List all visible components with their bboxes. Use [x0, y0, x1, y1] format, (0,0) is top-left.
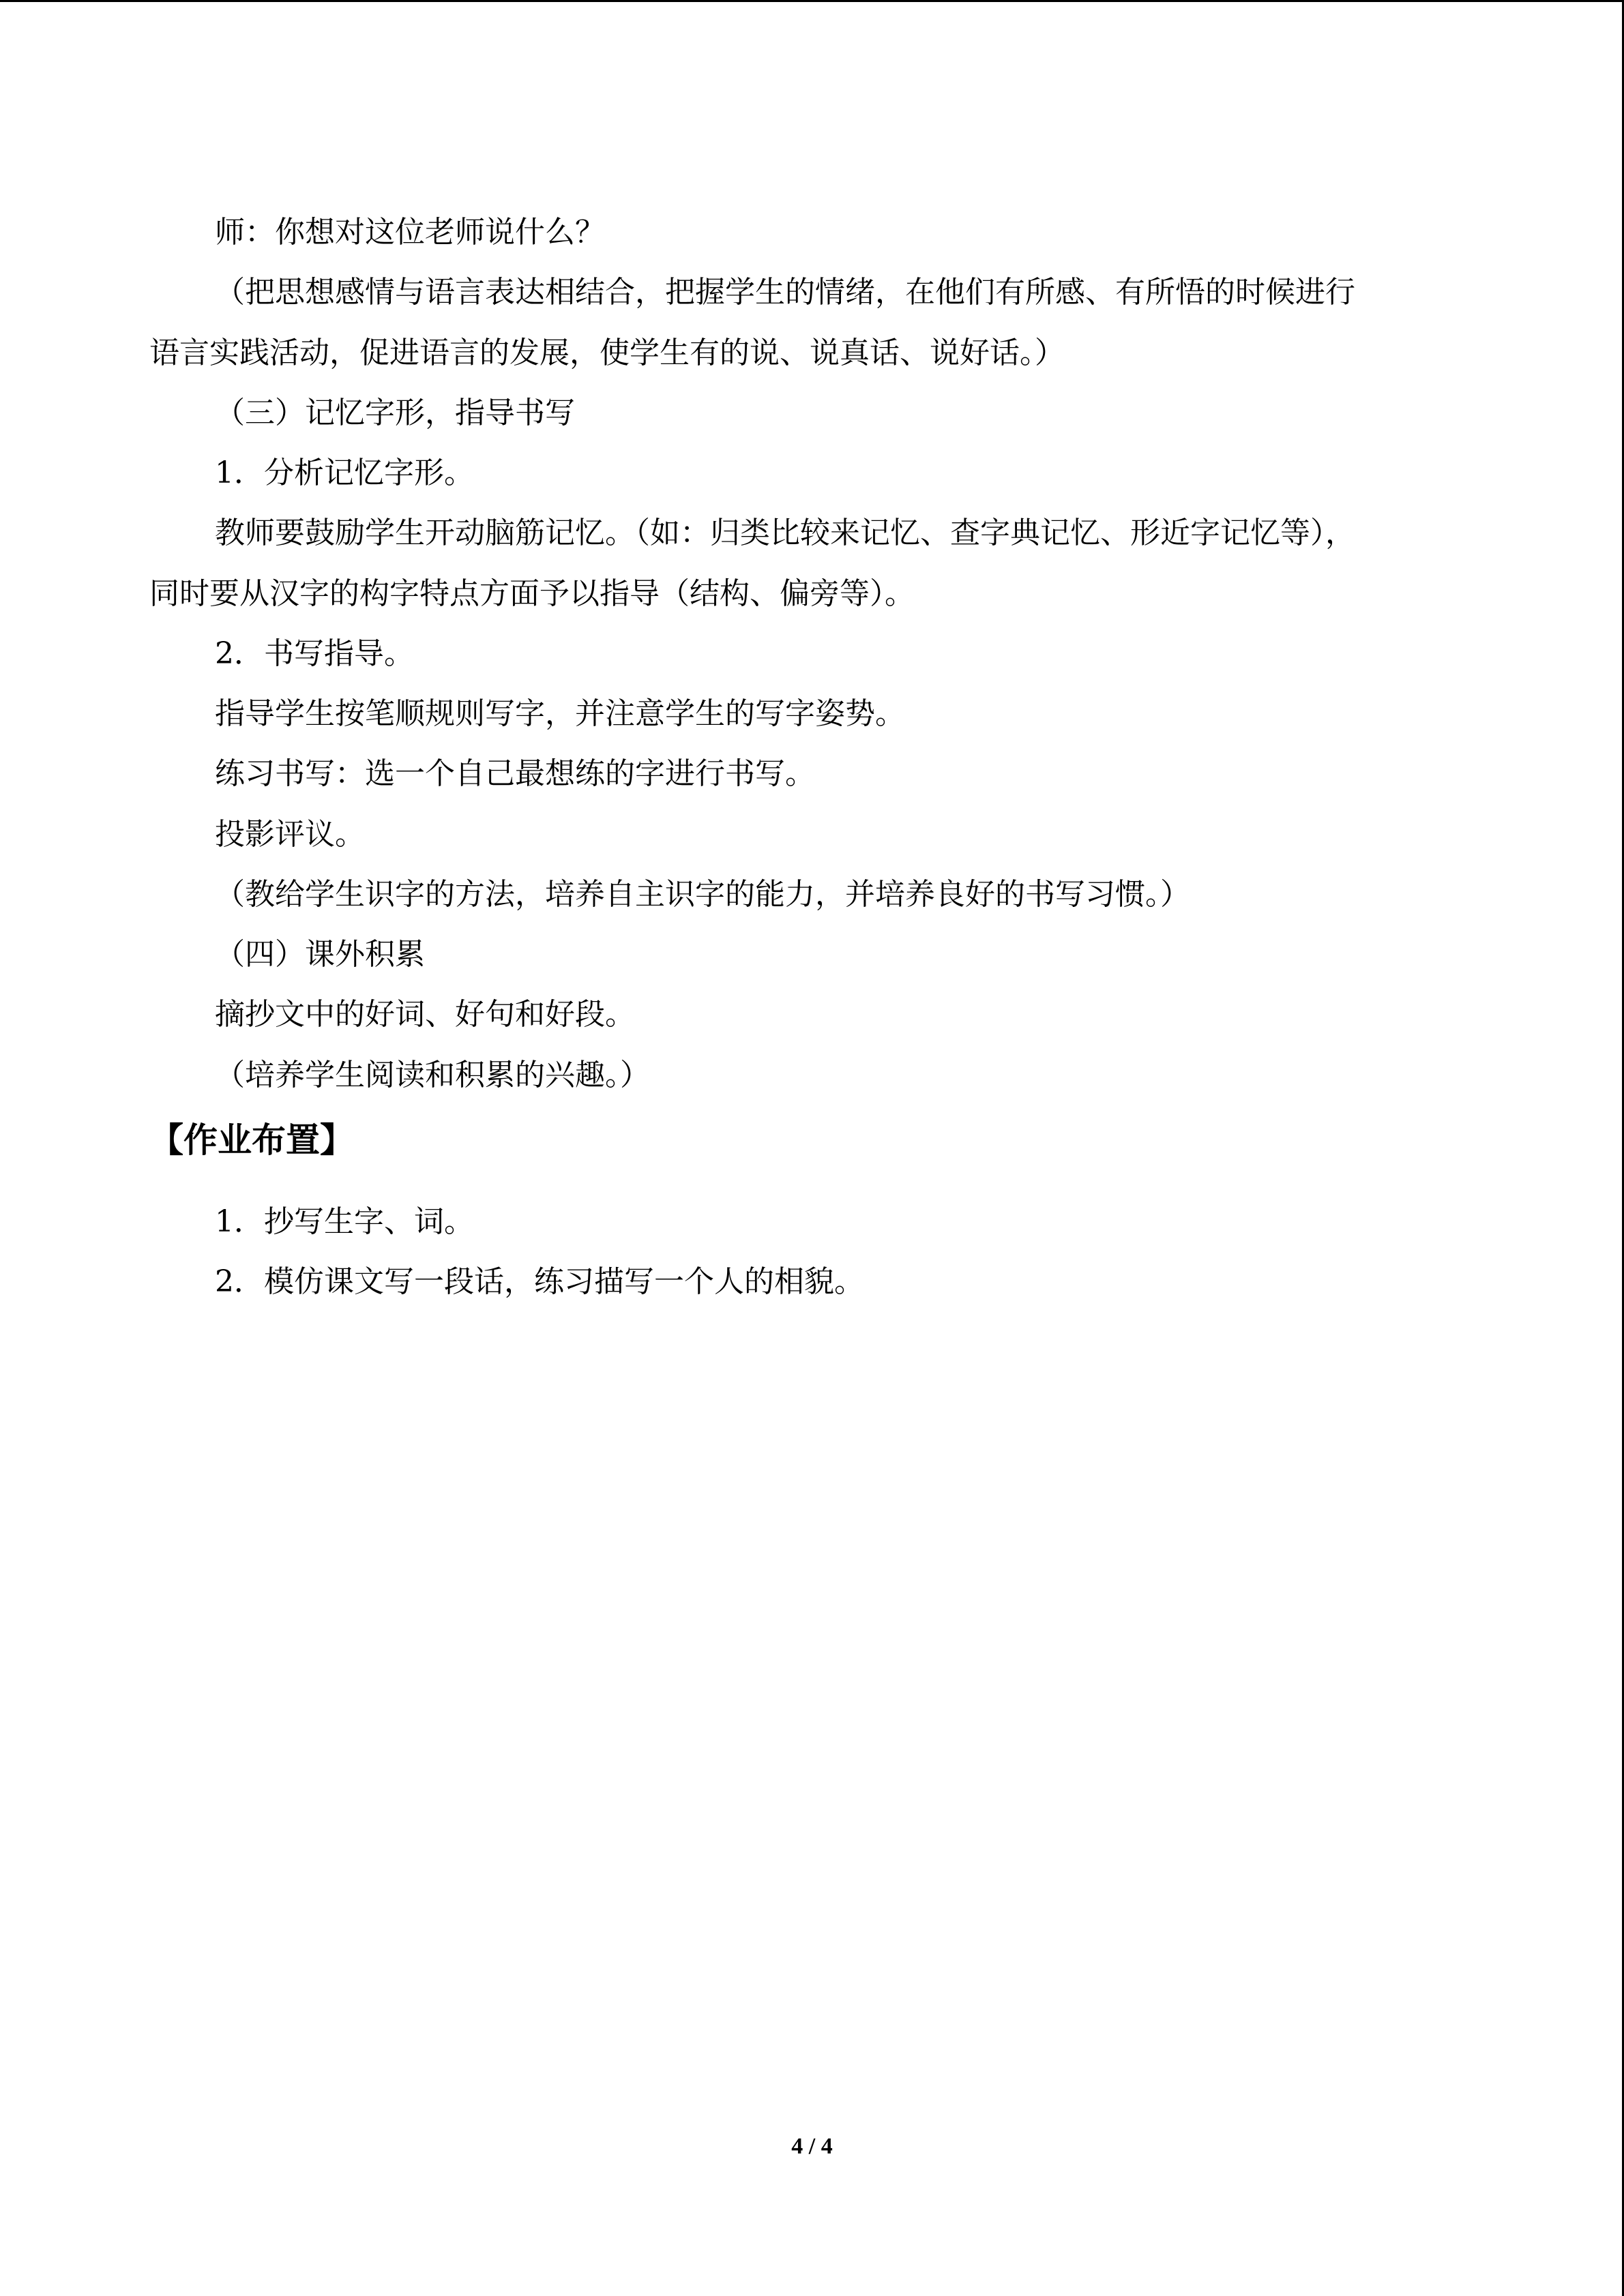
- paragraph-line: 1．分析记忆字形。: [215, 456, 474, 490]
- homework-item: 1．抄写生字、词。: [215, 1204, 474, 1239]
- paragraph-line: 语言实践活动，促进语言的发展，使学生有的说、说真话、说好话。）: [149, 336, 1065, 370]
- paragraph-line: 摘抄文中的好词、好句和好段。: [215, 997, 635, 1032]
- homework-heading: 【作业布置】: [149, 1120, 354, 1160]
- paragraph-line: 师：你想对这位老师说什么？: [215, 215, 605, 250]
- section-heading: （三）记忆字形，指导书写: [215, 396, 575, 430]
- paragraph-line: 同时要从汉字的构字特点方面予以指导（结构、偏旁等）。: [149, 576, 915, 611]
- page-number: 4 / 4: [791, 2134, 833, 2159]
- paragraph-line: 投影评议。: [215, 817, 365, 852]
- page-border-top: [0, 0, 1624, 2]
- paragraph-line: 练习书写：选一个自己最想练的字进行书写。: [215, 756, 815, 791]
- paragraph-line: 指导学生按笔顺规则写字，并注意学生的写字姿势。: [215, 696, 905, 731]
- paragraph-line: 2．书写指导。: [215, 636, 414, 671]
- paragraph-line: 教师要鼓励学生开动脑筋记忆。（如：归类比较来记忆、查字典记忆、形近字记忆等），: [215, 516, 1355, 550]
- paragraph-line: （教给学生识字的方法，培养自主识字的能力，并培养良好的书写习惯。）: [215, 877, 1190, 912]
- homework-item: 2．模仿课文写一段话，练习描写一个人的相貌。: [215, 1264, 864, 1299]
- section-heading: （四）课外积累: [215, 937, 425, 972]
- paragraph-line: （培养学生阅读和积累的兴趣。）: [215, 1058, 650, 1092]
- paragraph-line: （把思想感情与语言表达相结合，把握学生的情绪，在他们有所感、有所悟的时候进行: [215, 275, 1355, 310]
